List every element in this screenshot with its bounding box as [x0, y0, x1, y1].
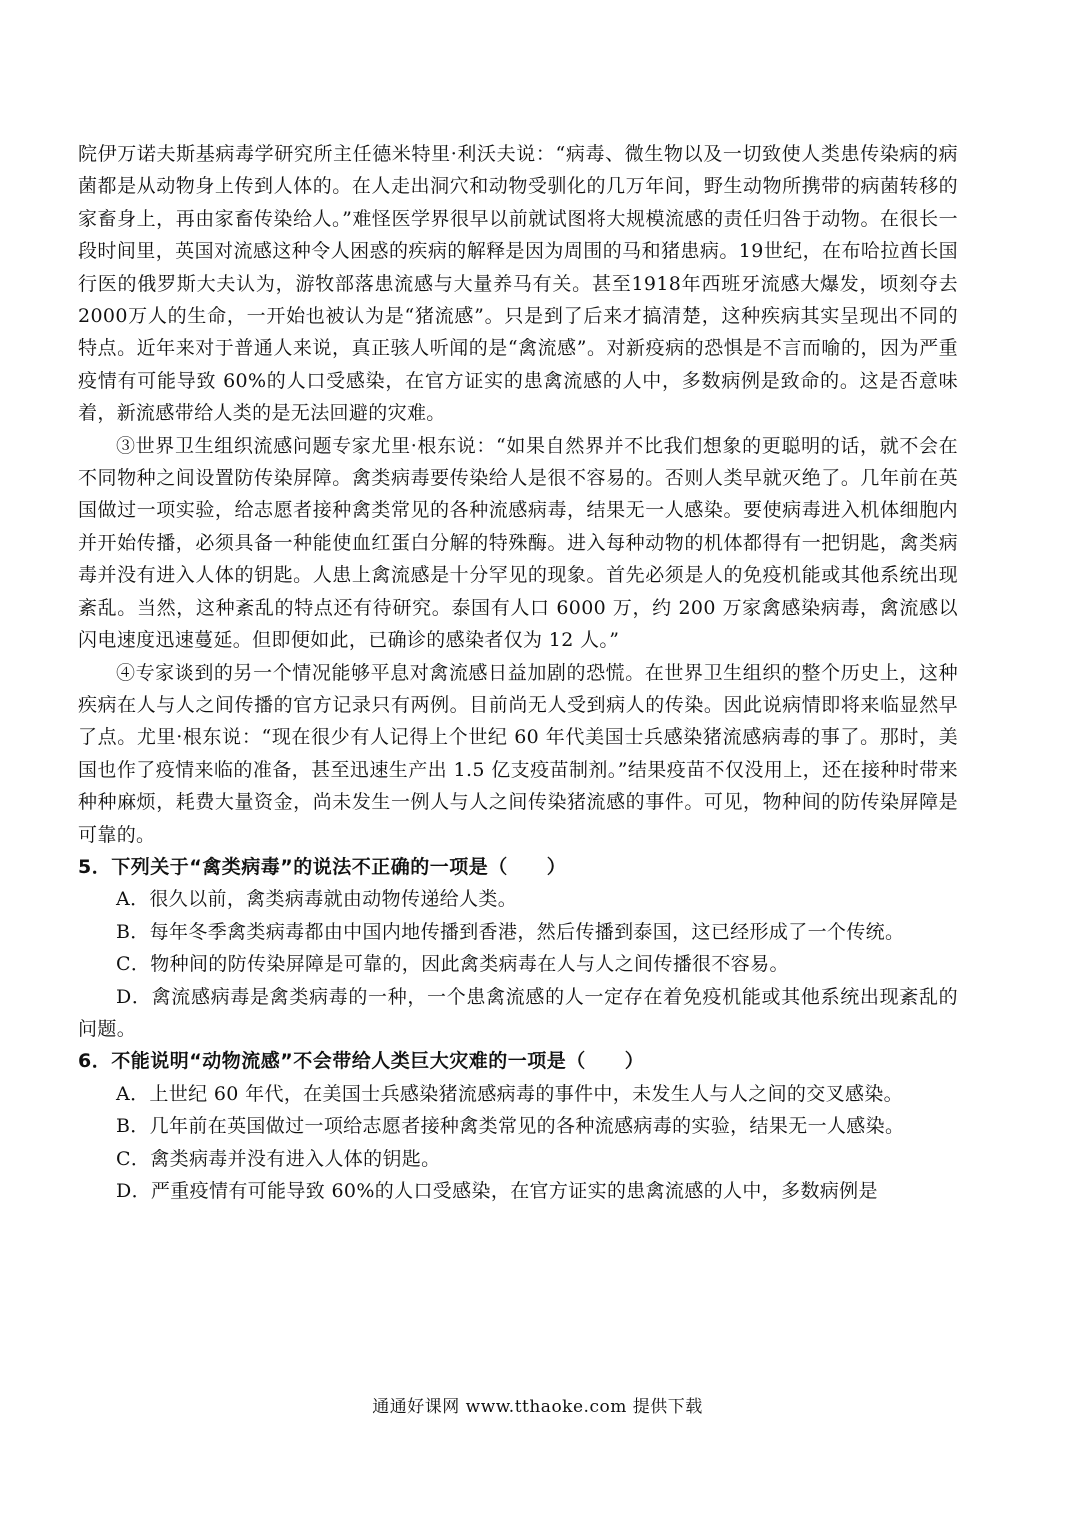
question-5-stem: 5．下列关于“禽类病毒”的说法不正确的一项是（ ）	[78, 855, 567, 878]
question-5-option-b: B．每年冬季禽类病毒都由中国内地传播到香港，然后传播到泰国，这已经形成了一个传统。	[116, 920, 905, 943]
document-body	[78, 138, 958, 1207]
question-5-option-d: D．禽流感病毒是禽类病毒的一种，一个患禽流感的人一定存在着免疫机能或其他系统出现紊乱的问题。	[78, 985, 958, 1040]
paragraph-3: ③世界卫生组织流感问题专家尤里·根东说：“如果自然界并不比我们想象的更聪明的话，就不会在不同物种之间设置防传染屏障。禽类病毒要传染给人是很不容易的。否则人类早就灭绝了。几年前在英国做过一项实验，给志愿者接种禽类常见的各种流感病毒，结果无一人感染。要使病毒进入机体细胞内并开始传播，必须具备一种能使血红蛋白分解的特殊酶。进入每种动物的机体都得有一把钥匙，禽类病毒并没有进入人体的钥匙。人患上禽流感是十分罕见的现象。首先必须是人的免疫机能或其他系统出现紊乱。当然，这种紊乱的特点还有待研究。泰国有人口 6000 万，约 200 万家禽感染病毒，禽流感以闪电速度迅速蔓延。但即便如此，已确诊的感染者仅为 12 人。”	[78, 434, 958, 652]
question-6-option-a: A．上世纪 60 年代，在美国士兵感染猪流感病毒的事件中，未发生人与人之间的交叉感染。	[116, 1082, 904, 1105]
question-6-option-d: D．严重疫情有可能导致 60%的人口受感染，在官方证实的患禽流感的人中，多数病例是	[116, 1180, 878, 1202]
question-6-option-b: B．几年前在英国做过一项给志愿者接种禽类常见的各种流感病毒的实验，结果无一人感染。	[116, 1115, 905, 1138]
question-6-stem: 6．不能说明“动物流感”不会带给人类巨大灾难的一项是（ ）	[78, 1050, 645, 1073]
page-footer: 通通好课网 www.tthaoke.com 提供下载	[372, 1397, 703, 1417]
question-6-option-c: C．禽类病毒并没有进入人体的钥匙。	[116, 1147, 441, 1170]
question-5-option-c: C．物种间的防传染屏障是可靠的，因此禽类病毒在人与人之间传播很不容易。	[116, 953, 789, 976]
paragraph-2-continued: 院伊万诺夫斯基病毒学研究所主任德米特里·利沃夫说：“病毒、微生物以及一切致使人类患传染病的病菌都是从动物身上传到人体的。在人走出洞穴和动物受驯化的几万年间，野生动物所携带的病菌转移的家畜身上，再由家畜传染给人。”难怪医学界很早以前就试图将大规模流感的责任归咎于动物。在很长一段时间里，英国对流感这种令人困惑的疾病的解释是因为周围的马和猪患病。19世纪，在布哈拉酋长国行医的俄罗斯大夫认为，游牧部落患流感与大量养马有关。甚至1918年西班牙流感大爆发，顷刻夺去2000万人的生命，一开始也被认为是“猪流感”。只是到了后来才搞清楚，这种疾病其实呈现出不同的特点。近年来对于普通人来说，真正骇人听闻的是“禽流感”。对新疫病的恐惧是不言而喻的，因为严重疫情有可能导致 60%的人口受感染，在官方证实的患禽流感的人中，多数病例是致命的。这是否意味着，新流感带给人类的是无法回避的灾难。	[78, 143, 958, 425]
question-5-option-a: A．很久以前，禽类病毒就由动物传递给人类。	[116, 888, 518, 911]
paragraph-4: ④专家谈到的另一个情况能够平息对禽流感日益加剧的恐慌。在世界卫生组织的整个历史上，这种疾病在人与人之间传播的官方记录只有两例。目前尚无人受到病人的传染。因此说病情即将来临显然早了点。尤里·根东说：“现在很少有人记得上个世纪 60 年代美国士兵感染猪流感病毒的事了。那时，美国也作了疫情来临的准备，甚至迅速生产出 1.5 亿支疫苗制剂。”结果疫苗不仅没用上，还在接种时带来种种麻烦，耗费大量资金，尚未发生一例人与人之间传染猪流感的事件。可见，物种间的防传染屏障是可靠的。	[78, 661, 958, 846]
